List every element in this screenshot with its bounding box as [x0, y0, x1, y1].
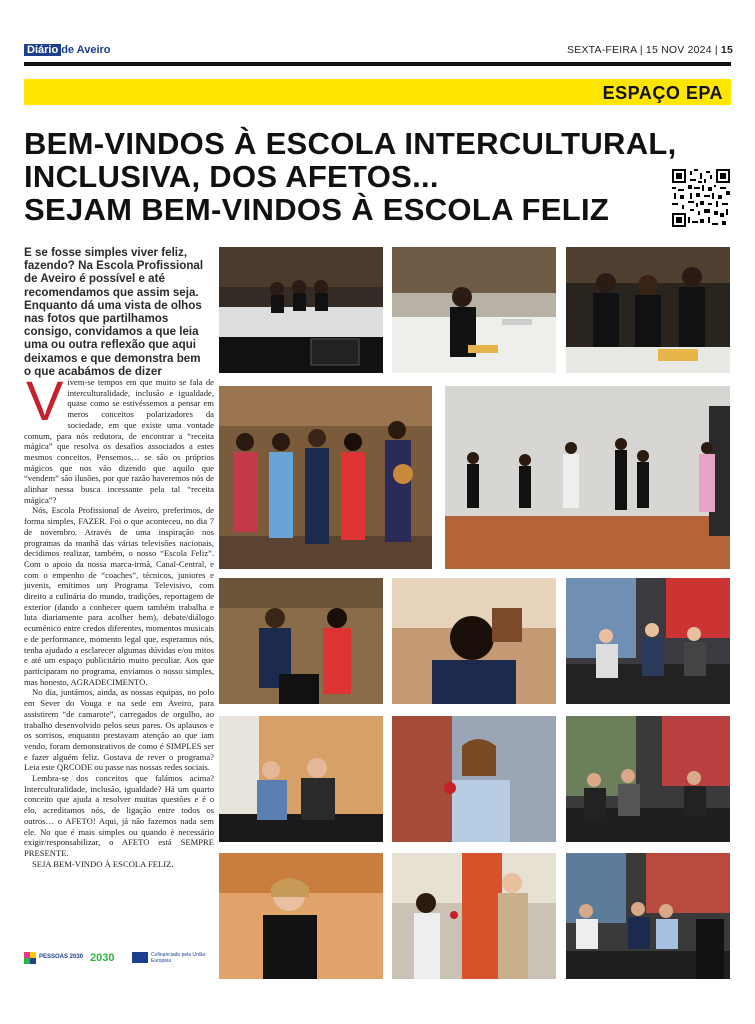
- eu-cofinance-label: Cofinanciado pela União Europeia: [151, 952, 206, 964]
- photo-studio-panel: [566, 853, 730, 979]
- photo-studio-debate-1: [566, 578, 730, 704]
- photo-street-interview: [392, 853, 556, 979]
- photo-cooking-1: [219, 247, 383, 373]
- body-paragraph-1-text: ivem-se tempos em que muito se fala de interculturalidade, inclusão e igualdade, quase como se estivéssemos a pensar em meros conceitos polarizadores da sociedade, em que existe uma vontade comum, para nós redutora, de encontrar a “receita mágica” que resolva os desafios associados a estes mesmos conceitos. Pensemos… se são os próprios mágicos que nos vão dizendo que aquilo que “vendem” são ilusões, por que razão haveremos nós de alinhar nessa busca incessante pela tal “receita mágica”?: [24, 377, 214, 505]
- photo-studio-guests: [219, 716, 383, 842]
- separator: |: [714, 44, 721, 56]
- photo-cooking-3: [566, 247, 730, 373]
- photo-studio-debate-2: [566, 716, 730, 842]
- drop-cap: V: [26, 369, 64, 432]
- newspaper-logo: [24, 44, 111, 56]
- body-paragraph-1: [24, 369, 214, 505]
- pessoas-logo: [24, 952, 36, 964]
- photo-traditions-group: [219, 386, 432, 569]
- lead-paragraph: E se fosse simples viver feliz, fazendo? Na Escola Profissional de Aveiro é possível e até recomendamos que assim seja. Enquanto dá uma vista de olhos nas fotos que partilhamos consigo, convidamos a que leia uma ou outra reflexão que aqui deixamos e que demonstra bem o que acabámos de dizer: [24, 246, 204, 378]
- pessoas-label: PESSOAS 2030: [39, 954, 84, 960]
- body-paragraph-4: Lembra-se dos conceitos que falámos acima? Interculturalidade, inclusão, igualdade? Há um quarto conceito que ajuda a resolver muitas questões e é o elo, acreditamos nós, de ligação entre todos os outros… o AFETO! Aqui, já não fazemos nada sem ele. No que é mais simples ou quando é necessário exigir/responsabilizar, o AFETO está SEMPRE PRESENTE.: [24, 773, 214, 858]
- headline-line-1: BEM-VINDOS À ESCOLA INTERCULTURAL,: [24, 126, 677, 161]
- weekday: SEXTA-FEIRA: [567, 44, 637, 56]
- body-paragraph-2: Nós, Escola Profissional de Aveiro, preferimos, de forma simples, FAZER. Foi o que aconteceu, no dia 7 de novembro. Através de uma inspiração nos programas da manhã das várias televisões nacionais, decidimos realizar, também, o nosso “Escola Feliz”. Com o apoio da nossa marca-irmã, Canal-Central, e com o empenho de “coaches”, técnicos, juniores e juvenis, emitimos um Programa Televisivo, com direito a culinária do mundo, tradições, reportagem de exterior (dando a conhecer quem também trabalha e luta diariamente para acolher bem), debate/diálogo ecuménico entre credos diferentes, momentos musicais e de performance, momento legal que, esperamos nós, tenha ajudado a esclarecer algumas dúvidas e/ou mitos e até um espaço publicitário muito peculiar. Aos que participaram no programa, enviamos o nosso simples, mas honesto, AGRADECIMENTO.: [24, 505, 214, 687]
- date: 15 NOV 2024: [645, 44, 712, 56]
- qr-code[interactable]: [672, 169, 730, 227]
- qr-code-icon: [672, 169, 730, 227]
- photo-guest-portrait: [219, 853, 383, 979]
- funding-logos: [24, 950, 210, 974]
- photo-presenter-mic: [392, 716, 556, 842]
- photo-hair-braiding: [392, 578, 556, 704]
- photo-cooking-2: [392, 247, 556, 373]
- eu-flag-icon: [132, 952, 148, 963]
- portugal-2030-label: 2030: [90, 952, 115, 964]
- photo-interview-1: [219, 578, 383, 704]
- dateline: [567, 44, 733, 56]
- top-rule: [24, 62, 731, 66]
- logo-box: Diário: [24, 44, 61, 56]
- article-body: [24, 369, 214, 869]
- headline-line-3: SEJAM BEM-VINDOS À ESCOLA FELIZ: [24, 192, 610, 227]
- page-number: 15: [720, 44, 733, 56]
- headline: [24, 127, 704, 226]
- separator: |: [639, 44, 646, 56]
- body-paragraph-5: SEJA BEM-VINDO À ESCOLA FELIZ.: [32, 858, 174, 869]
- headline-line-2: INCLUSIVA, DOS AFETOS...: [24, 159, 439, 194]
- body-paragraph-3: No dia, juntámos, ainda, as nossas equipas, no polo em Sever do Vouga e na sede em Aveiro, para assistirem “de camarote”, carregados de orgulho, ao trabalho desenvolvido pelos seus pares. Os aplausos e os sorrisos, enquanto prestavam atenção ao que iam vendo, foram demonstrativos de como é SIMPLES ser e fazer alguém feliz. Gostava de rever o programa? Leia este QRCODE ou passe nas nossas redes sociais.: [24, 687, 214, 773]
- section-label: ESPAÇO EPA: [602, 83, 723, 103]
- logo-rest: de Aveiro: [61, 44, 111, 56]
- photo-dance-performance: [445, 386, 730, 569]
